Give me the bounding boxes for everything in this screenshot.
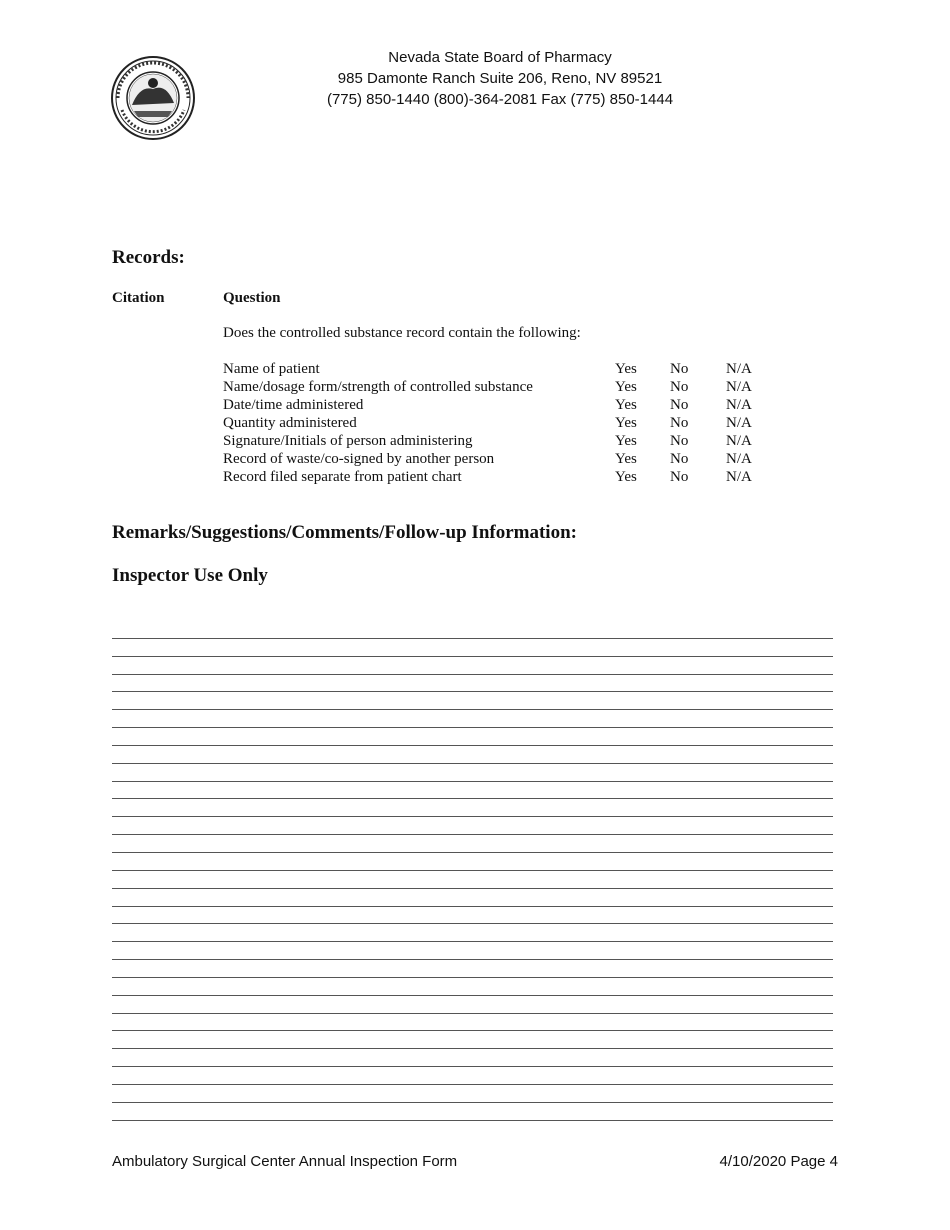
remark-line[interactable] [112,639,833,657]
remark-line[interactable] [112,728,833,746]
checklist-row [223,396,783,414]
checklist-row [223,450,783,468]
remark-line[interactable] [112,1031,833,1049]
na-option[interactable]: N/A [726,379,752,395]
remark-line[interactable] [112,889,833,907]
org-name: Nevada State Board of Pharmacy [388,49,612,66]
remark-line[interactable] [112,1103,833,1121]
checklist-row [223,378,783,396]
remarks-title: Remarks/Suggestions/Comments/Follow-up Information: [112,522,577,543]
remark-line[interactable] [112,978,833,996]
letterhead [300,47,700,110]
remark-line[interactable] [112,1049,833,1067]
remark-line[interactable] [112,924,833,942]
records-title: Records: [112,247,185,268]
remark-line[interactable] [112,1014,833,1032]
records-checklist [223,360,783,486]
remark-line[interactable] [112,960,833,978]
row-label: Signature/Initials of person administering [223,433,473,449]
remark-line[interactable] [112,907,833,925]
yes-option[interactable]: Yes [615,433,637,449]
remark-line[interactable] [112,853,833,871]
na-option[interactable]: N/A [726,397,752,413]
checklist-row [223,360,783,378]
yes-option[interactable]: Yes [615,469,637,485]
remark-line[interactable] [112,746,833,764]
no-option[interactable]: No [670,415,689,431]
na-option[interactable]: N/A [726,433,752,449]
remark-line[interactable] [112,764,833,782]
na-option[interactable]: N/A [726,361,752,377]
remark-line[interactable] [112,710,833,728]
remarks-writing-area[interactable] [112,621,833,1121]
state-seal-icon [110,55,196,141]
na-option[interactable]: N/A [726,469,752,485]
remark-line[interactable] [112,782,833,800]
checklist-row [223,468,783,486]
footer-form-name: Ambulatory Surgical Center Annual Inspection Form [112,1153,458,1170]
org-phones: (775) 850-1440 (800)-364-2081 Fax (775) 850-1444 [326,91,674,108]
no-option[interactable]: No [670,433,689,449]
remark-line[interactable] [112,1085,833,1103]
yes-option[interactable]: Yes [615,379,637,395]
remark-line[interactable] [112,799,833,817]
remark-line[interactable] [112,657,833,675]
no-option[interactable]: No [670,361,689,377]
row-label: Record of waste/co-signed by another person [223,451,495,467]
row-label: Name/dosage form/strength of controlled substance [223,379,533,395]
remark-line[interactable] [112,996,833,1014]
remark-line[interactable] [112,1067,833,1085]
org-address: 985 Damonte Ranch Suite 206, Reno, NV 89521 [337,70,663,87]
citation-header: Citation [112,290,165,306]
remark-line[interactable] [112,675,833,693]
remark-line[interactable] [112,692,833,710]
yes-option[interactable]: Yes [615,397,637,413]
remark-line[interactable] [112,942,833,960]
checklist-row [223,432,783,450]
row-label: Record filed separate from patient chart [223,469,462,485]
remark-line[interactable] [112,621,833,639]
inspector-use-title: Inspector Use Only [112,565,268,586]
na-option[interactable]: N/A [726,415,752,431]
no-option[interactable]: No [670,379,689,395]
remark-line[interactable] [112,817,833,835]
no-option[interactable]: No [670,451,689,467]
records-intro: Does the controlled substance record contain the following: [223,325,581,341]
yes-option[interactable]: Yes [615,361,637,377]
row-label: Name of patient [223,361,320,377]
yes-option[interactable]: Yes [615,451,637,467]
no-option[interactable]: No [670,469,689,485]
question-header: Question [223,290,281,306]
yes-option[interactable]: Yes [615,415,637,431]
remark-line[interactable] [112,871,833,889]
na-option[interactable]: N/A [726,451,752,467]
no-option[interactable]: No [670,397,689,413]
remark-line[interactable] [112,835,833,853]
row-label: Date/time administered [223,397,364,413]
footer-date-page: 4/10/2020 Page 4 [719,1153,838,1170]
row-label: Quantity administered [223,415,357,431]
checklist-row [223,414,783,432]
